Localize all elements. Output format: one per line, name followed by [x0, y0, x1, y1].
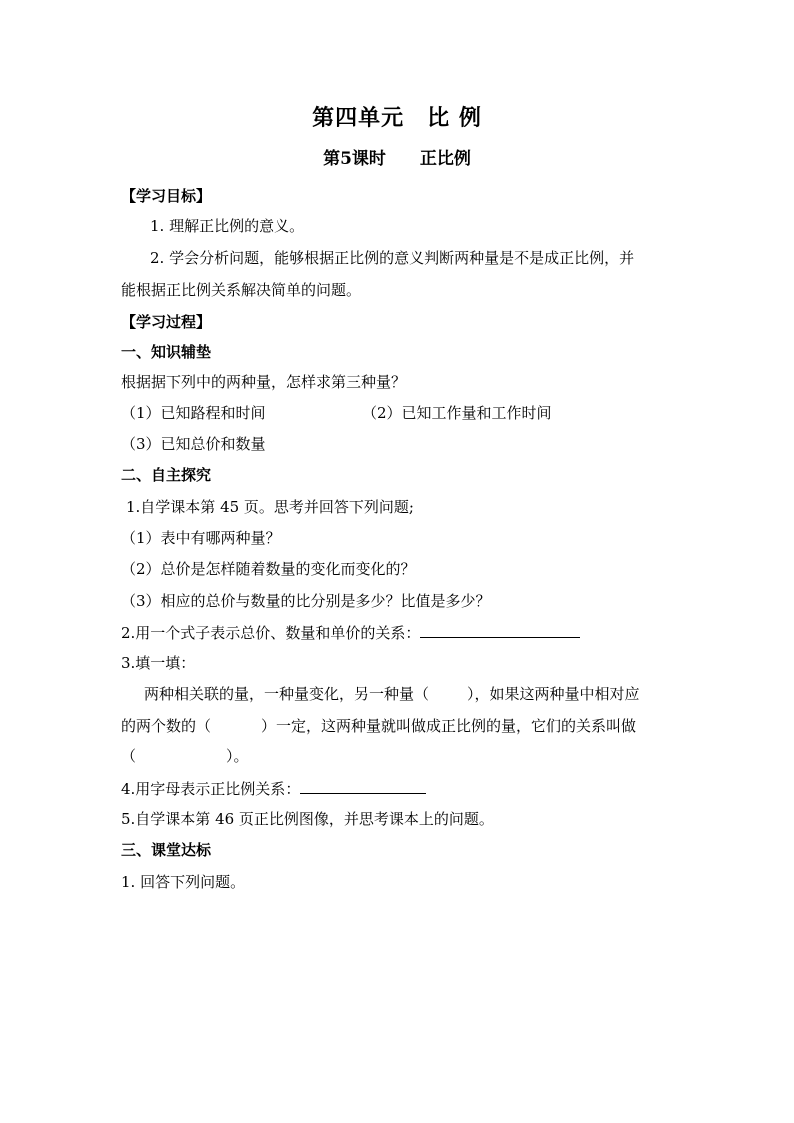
fill-text-a: 两种相关联的量，一种量变化，另一种量（	[144, 685, 430, 703]
section2-sub1: （1）表中有哪两种量？	[121, 529, 281, 547]
section1-q2: （2）已知工作量和工作时间	[362, 404, 552, 422]
section1-q3: （3）已知总价和数量	[121, 435, 266, 453]
process-heading: 【学习过程】	[121, 313, 212, 331]
section2-item2-text: 2.用一个式子表示总价、数量和单价的关系：	[121, 624, 421, 642]
section1-heading: 一、知识辅垫	[121, 343, 212, 361]
fill-text-b: ），如果这两种量中相对应	[467, 685, 640, 703]
goal-item-2-line1: 2. 学会分析问题，能够根据正比例的意义判断两种量是不是成正比例，并	[150, 249, 635, 267]
fill-text-f: ）。	[226, 747, 249, 765]
goal-item-2-line2: 能根据正比例关系解决简单的问题。	[121, 281, 362, 299]
section2-heading: 二、自主探究	[121, 466, 212, 484]
fill-text-e: （	[121, 747, 137, 765]
section2-item5: 5.自学课本第 46 页正比例图像，并思考课本上的问题。	[121, 810, 494, 828]
fill-text-d: ）一定，这两种量就叫做成正比例的量，它们的关系叫做	[261, 717, 637, 735]
goals-heading: 【学习目标】	[121, 187, 212, 205]
fill-line-3	[121, 746, 249, 766]
lesson-title: 第5课时 正比例	[323, 149, 471, 169]
goal-item-1: 1. 理解正比例的意义。	[150, 217, 305, 235]
formula-blank[interactable]	[300, 778, 426, 794]
fill-line-2	[121, 716, 636, 736]
fill-text-c: 的两个数的（	[121, 717, 212, 735]
section2-item4	[121, 778, 426, 799]
section2-sub3: （3）相应的总价与数量的比分别是多少？比值是多少？	[121, 592, 491, 610]
section1-question: 根据据下列中的两种量，怎样求第三种量？	[121, 373, 407, 391]
answer-blank[interactable]	[420, 622, 580, 638]
section2-item1: 1.自学课本第 45 页。思考并回答下列问题;	[126, 498, 414, 516]
section2-item2	[121, 622, 580, 643]
section1-q1: （1）已知路程和时间	[121, 404, 266, 422]
unit-title: 第四单元 比 例	[312, 105, 482, 131]
section2-item3: 3.填一填：	[121, 654, 196, 672]
section3-item1: 1. 回答下列问题。	[121, 873, 246, 891]
section2-sub2: （2）总价是怎样随着数量的变化而变化的？	[121, 560, 416, 578]
section2-item4-text: 4.用字母表示正比例关系：	[121, 780, 301, 798]
section3-heading: 三、课堂达标	[121, 841, 212, 859]
fill-line-1	[144, 684, 640, 704]
